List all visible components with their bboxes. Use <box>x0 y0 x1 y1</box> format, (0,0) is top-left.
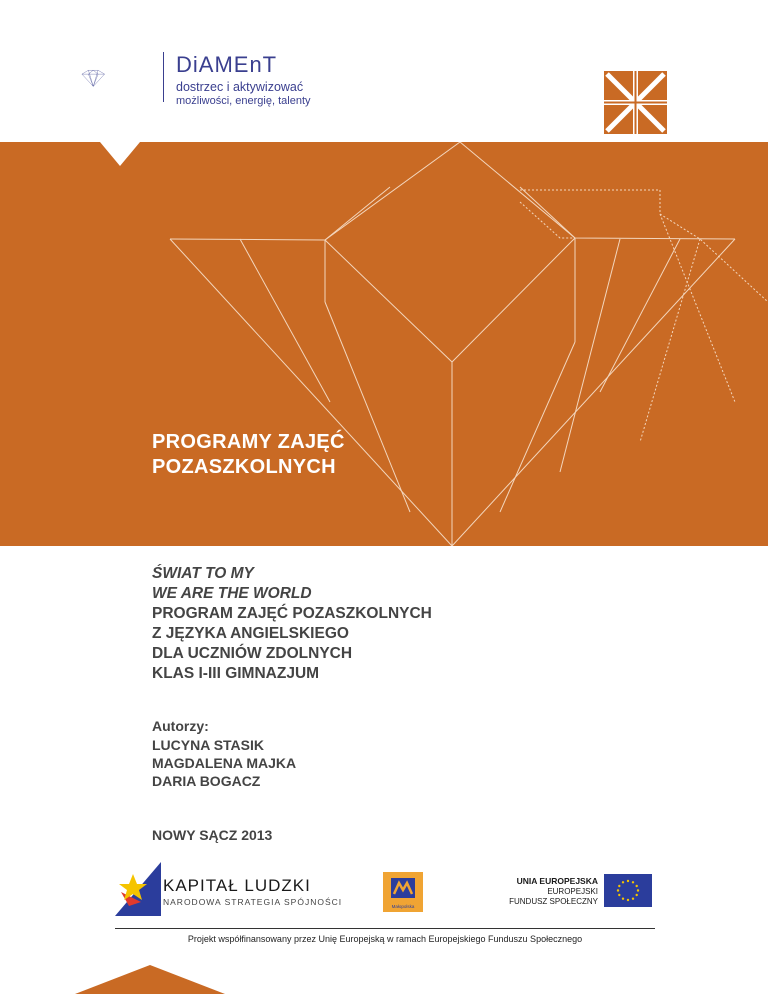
brand-name: DiAMEnT <box>176 52 278 77</box>
logo-divider <box>163 52 164 102</box>
author-name: DARIA BOGACZ <box>152 773 261 789</box>
subtitle-line6: KLAS I-III GIMNAZJUM <box>152 665 320 682</box>
author-name: MAGDALENA MAJKA <box>152 755 297 771</box>
banner-title-line2: POZASZKOLNYCH <box>152 456 336 478</box>
banner-title <box>152 430 345 480</box>
funding-note: Projekt współfinansowany przez Unię Europejską w ramach Europejskiego Funduszu Społecznego <box>187 934 583 944</box>
uk-flag-icon <box>604 71 667 134</box>
malopolska-logo <box>383 872 423 912</box>
footer-divider <box>115 928 655 929</box>
malopolska-label: Małopolska <box>391 904 415 909</box>
subtitle-line5: DLA UCZNIÓW ZDOLNYCH <box>152 645 353 662</box>
eu-title: UNIA EUROPEJSKA <box>516 876 598 886</box>
subtitle-english: WE ARE THE WORLD <box>152 585 312 602</box>
diamond-illustration <box>0 142 768 546</box>
authors-label: Autorzy: <box>152 718 209 734</box>
kapital-ludzki-title: KAPITAŁ LUDZKI <box>163 876 311 895</box>
eu-line1: EUROPEJSKI <box>547 887 598 896</box>
place-date: NOWY SĄCZ 2013 <box>152 827 273 843</box>
subtitle-line4: Z JĘZYKA ANGIELSKIEGO <box>152 625 349 642</box>
eu-line2: FUNDUSZ SPOŁECZNY <box>509 897 598 906</box>
bottom-decoration <box>75 965 225 994</box>
author-name: LUCYNA STASIK <box>152 737 264 753</box>
diamond-icon <box>80 48 164 108</box>
malopolska-icon <box>383 872 423 912</box>
kapital-ludzki-subtitle: NARODOWA STRATEGIA SPÓJNOŚCI <box>163 897 343 907</box>
subtitle-polish: ŚWIAT TO MY <box>152 565 254 582</box>
eu-flag-icon <box>604 874 652 907</box>
brand-tagline-1: dostrzec i aktywizować <box>176 80 304 94</box>
kapital-ludzki-icon <box>115 862 161 916</box>
brand-tagline-2: możliwości, energię, talenty <box>176 95 311 107</box>
banner-title-line1: PROGRAMY ZAJĘĆ <box>152 431 345 453</box>
subtitle-line3: PROGRAM ZAJĘĆ POZASZKOLNYCH <box>152 605 432 622</box>
